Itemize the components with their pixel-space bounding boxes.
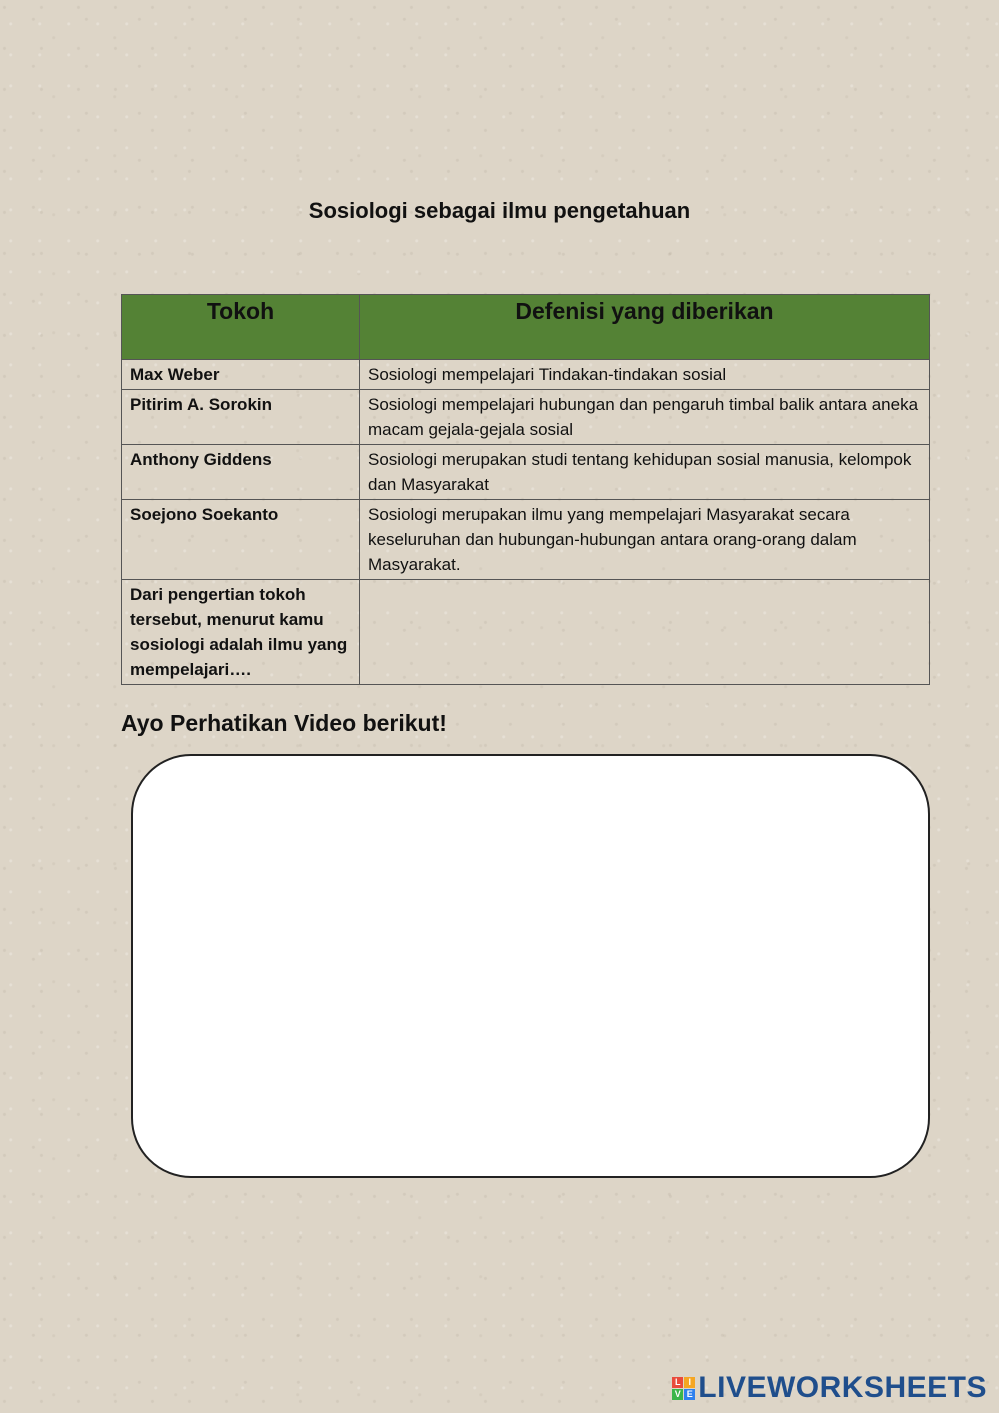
video-frame[interactable]	[131, 754, 930, 1178]
table-row-question	[122, 580, 930, 685]
page-title: Sosiologi sebagai ilmu pengetahuan	[308, 198, 691, 223]
definitions-table	[121, 294, 930, 685]
tokoh-cell: Soejono Soekanto	[122, 500, 360, 580]
video-heading: Ayo Perhatikan Video berikut!	[121, 710, 447, 736]
table-row	[122, 500, 930, 580]
tokoh-cell: Max Weber	[122, 360, 360, 390]
logo-text: LIVEWORKSHEETS	[698, 1371, 987, 1404]
column-header-definisi: Defenisi yang diberikan	[360, 295, 930, 360]
logo-letter: L	[672, 1377, 683, 1388]
tokoh-cell: Pitirim A. Sorokin	[122, 390, 360, 445]
logo-letter: V	[672, 1389, 683, 1400]
column-header-tokoh: Tokoh	[122, 295, 360, 360]
table-row	[122, 390, 930, 445]
logo-letter: I	[684, 1377, 695, 1388]
answer-cell[interactable]	[360, 580, 930, 685]
definisi-cell: Sosiologi mempelajari Tindakan-tindakan sosial	[360, 360, 930, 390]
liveworksheets-logo-icon	[672, 1377, 695, 1400]
table-row	[122, 360, 930, 390]
definisi-cell: Sosiologi mempelajari hubungan dan pengaruh timbal balik antara aneka macam gejala-gejala sosial	[360, 390, 930, 445]
tokoh-cell: Anthony Giddens	[122, 445, 360, 500]
definisi-cell: Sosiologi merupakan studi tentang kehidupan sosial manusia, kelompok dan Masyarakat	[360, 445, 930, 500]
liveworksheets-logo	[672, 1371, 987, 1405]
definisi-cell: Sosiologi merupakan ilmu yang mempelajari Masyarakat secara keseluruhan dan hubungan-hubungan antara orang-orang dalam Masyarakat.	[360, 500, 930, 580]
question-cell: Dari pengertian tokoh tersebut, menurut kamu sosiologi adalah ilmu yang mempelajari….	[122, 580, 360, 685]
table-header-row	[122, 295, 930, 360]
logo-letter: E	[684, 1389, 695, 1400]
table-row	[122, 445, 930, 500]
